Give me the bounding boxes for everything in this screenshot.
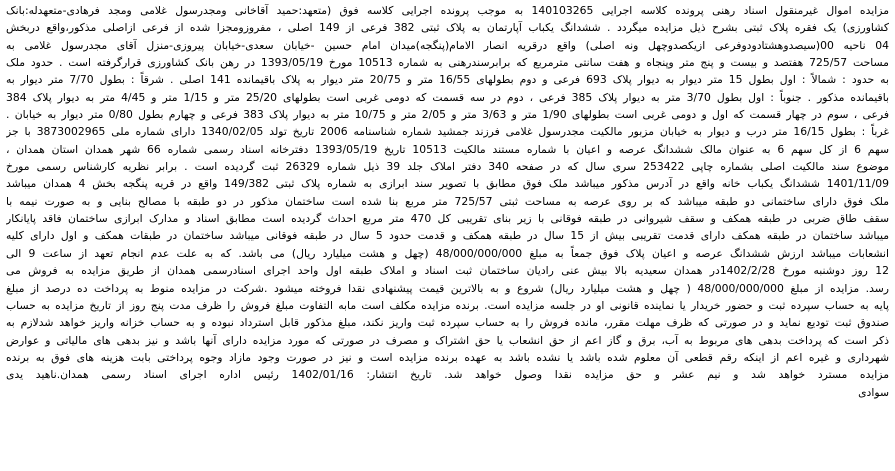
notice-line-13: سقف طاق ضربی در طبقه همکف و سقف شیروانی در طبقه فوقانی با زیر بنای تقریبی کل 470 متر مربع احداث گردیده است مطابق اسناد و مدارک ابرازی ساختمان فاقد پایانکار	[6, 212, 889, 226]
notice-line-4: مساحت 725/57 هفتصد و بیست و پنج متر وپنجاه و هفت سانتی مترمربع که برابرسندرهنی به شماره 10513 مورخ 1393/05/19 در رهن بانک کشاورزی قرارگرفته است . حدود ملک	[6, 56, 889, 70]
notice-line-3: 04 ناحیه 00(سیصدوهشتادودوفرعی ازیکصدوچهل ونه اصلی) واقع درقریه انصار الامام(پنگجه)میدان امام حسین -خیابان سعدی-خیابان پیروزی-منزل آقای مجدرسول غلامی به	[6, 38, 889, 52]
notice-line-23: سوادی	[858, 385, 889, 399]
notice-line-21: شهرداری و غیره اعم از اینکه رقم قطعی آن معلوم شده باشد یا نشده باشد به عهده برنده مزایده است و نیز در صورت وجود مازاد وجوه پرداختی بابت هزینه های فوق به برنده	[6, 350, 889, 364]
notice-line-14: میباشد ساختمان در طبقه همکف دارای قدمت تقریبی بیش از 15 سال در طبقه همکف و قدمت حدود 5 سال در طبقه فوقانی میباشد ساختمان در طبقات همکف و اول دارای کلیه	[6, 229, 889, 243]
notice-line-1: مزایده اموال غیرمنقول اسناد رهنی پرونده کلاسه اجرایی 140103265 به موجب پرونده اجرایی کلاسه فوق (متعهد:حمید آقاخانی ومجدرسول غلامی ومجد فرهادی-متعهدله:بانک	[6, 4, 889, 17]
notice-line-5: به حدود : شمالاً : اول بطول 15 متر دیوار به دیوار پلاک 693 فرعی و دوم بطولهای 16/55 متر و 20/75 متر دیوار به پلاک باقیمانده 141 اصلی . شرقاً : بطول 7/70 متر دیوار به	[6, 73, 889, 87]
notice-line-15: انشعابات میباشد ارزش ششدانگ عرصه و اعیان پلاک فوق جمعاً به مبلغ 48/000/000/000 (چهل و هشت میلیارد ریال) می باشد. که به علت عدم انجام تعهد از ساعت 9 الی	[6, 246, 889, 260]
notice-line-18: پایه به حساب سپرده ثبت و حضور خریدار یا نماینده قانونی او در جلسه مزایده است. برنده مزایده مکلف است مابه التفاوت مبلغ فروش را ظرف مدت پنج روز از تاریخ مزایده به حساب	[6, 298, 889, 312]
notice-line-16: 12 روز دوشنبه مورخ 1402/2/28در همدان سعیدیه بالا بیش عنی رادیان ساختمان ثبت اسناد و املاک طبقه اول واحد اجرای اسنادرسمی همدان از طریق مزایده به فروش می	[6, 264, 889, 278]
notice-line-10: موضوع سند مالکیت اصلی بشماره چاپی 253422 سری سال که در صفحه 340 دفتر املاک جلد 39 ذیل شماره 26329 ثبت گردیده است . برابر نظریه کارشناس رسمی مورخ	[6, 160, 889, 174]
notice-line-20: ذکر است که پرداخت بدهی های مربوط به آب، برق و گاز اعم از حق انشعاب یا حق اشتراک و مصرف در صورتی که مورد مزایده دارای آنها باشد و نیز بدهی های مالیاتی و عوارض	[6, 333, 889, 347]
notice-line-6: باقیمانده مذکور . جنوباً : اول بطول 3/70 متر به دیوار پلاک 385 فرعی ، دوم در سه قسمت که دومی غربی است بطولهای 25/20 متر و 1/15 متر و 4/45 متر به دیوار پلاک 384	[6, 90, 889, 104]
notice-line-12: ملک فوق دارای ساختمانی دو طبقه میباشد که بر روی عرصه به مساحت ثبتی 725/57 متر مربع بنا شده است ساختمان مذکور در دو طبقه با مصالح بنایی و به صورت نیمه با	[6, 194, 889, 208]
notice-line-22: مزایده مسترد خواهد شد و نیم عشر و حق مزایده نقدا وصول خواهد شد. تاریخ انتشار: 1402/01/16 رئیس اداره اجرای اسناد رسمی همدان.ناهید یدی	[6, 368, 889, 382]
notice-line-9: سهم 6 از کل سهم 6 به عنوان مالک ششدانگ عرصه و اعیان با شماره مستند مالکیت 10513 تاریخ 1393/05/19 دفترخانه اسناد رسمی شماره 66 شهر همدان استان همدان ،	[6, 142, 889, 156]
notice-line-8: غرباً : بطول 16/15 متر درب و دیوار به خیابان مزبور مالکیت مجدرسول غلامی فرزند جمشید شماره شناسنامه 2006 تاریخ تولد 1340/02/05 دارای شماره ملی 3873002965 با جز	[6, 125, 889, 139]
notice-line-7: فرعی ، سوم در چهار قسمت که اول و دومی غربی است بطولهای 1/90 متر و 3/63 متر و 2/05 متر و 10/75 متر به دیوار پلاک 383 فرعی و چهارم بطول 0/80 متر دیوار به خیابان .	[6, 108, 889, 122]
notice-line-11: 1401/11/09 ششدانگ یکباب خانه واقع در آدرس مذکور میباشد ملک فوق مطابق با تصویر سند ابرازی به شماره پلاک ثبتی 149/382 واقع در قریه پنگجه بخش 4 همدان میباشد	[6, 177, 889, 191]
notice-line-19: صندوق ثبت تودیع نماید و در صورتی که ظرف مهلت مقرر، مانده فروش را به حساب سپرده ثبت واریز نکند، مبلغ مذکور قابل استرداد نبوده و به حساب خزانه واریز خواهد شدلازم به	[6, 316, 889, 330]
notice-line-2: کشاورزی) یک فقره پلاک ثبتی بشرح ذیل مزایده میگردد . ششدانگ یکباب آپارتمان به پلاک ثبتی 382 فرعی از 149 اصلی ، مفروزومجزا شده از فرعی ازاصلی مذکور،واقع دربخش	[6, 21, 889, 35]
notice-line-17: رسد. مزایده از مبلغ 48/000/000/000 ( چهل و هشت میلیارد ریال) شروع و به بالاترین قیمت پیشنهادی نقدا فروخته میشود .شرکت در مزایده منوط به پرداخت ده درصد از مبلغ	[6, 281, 889, 295]
